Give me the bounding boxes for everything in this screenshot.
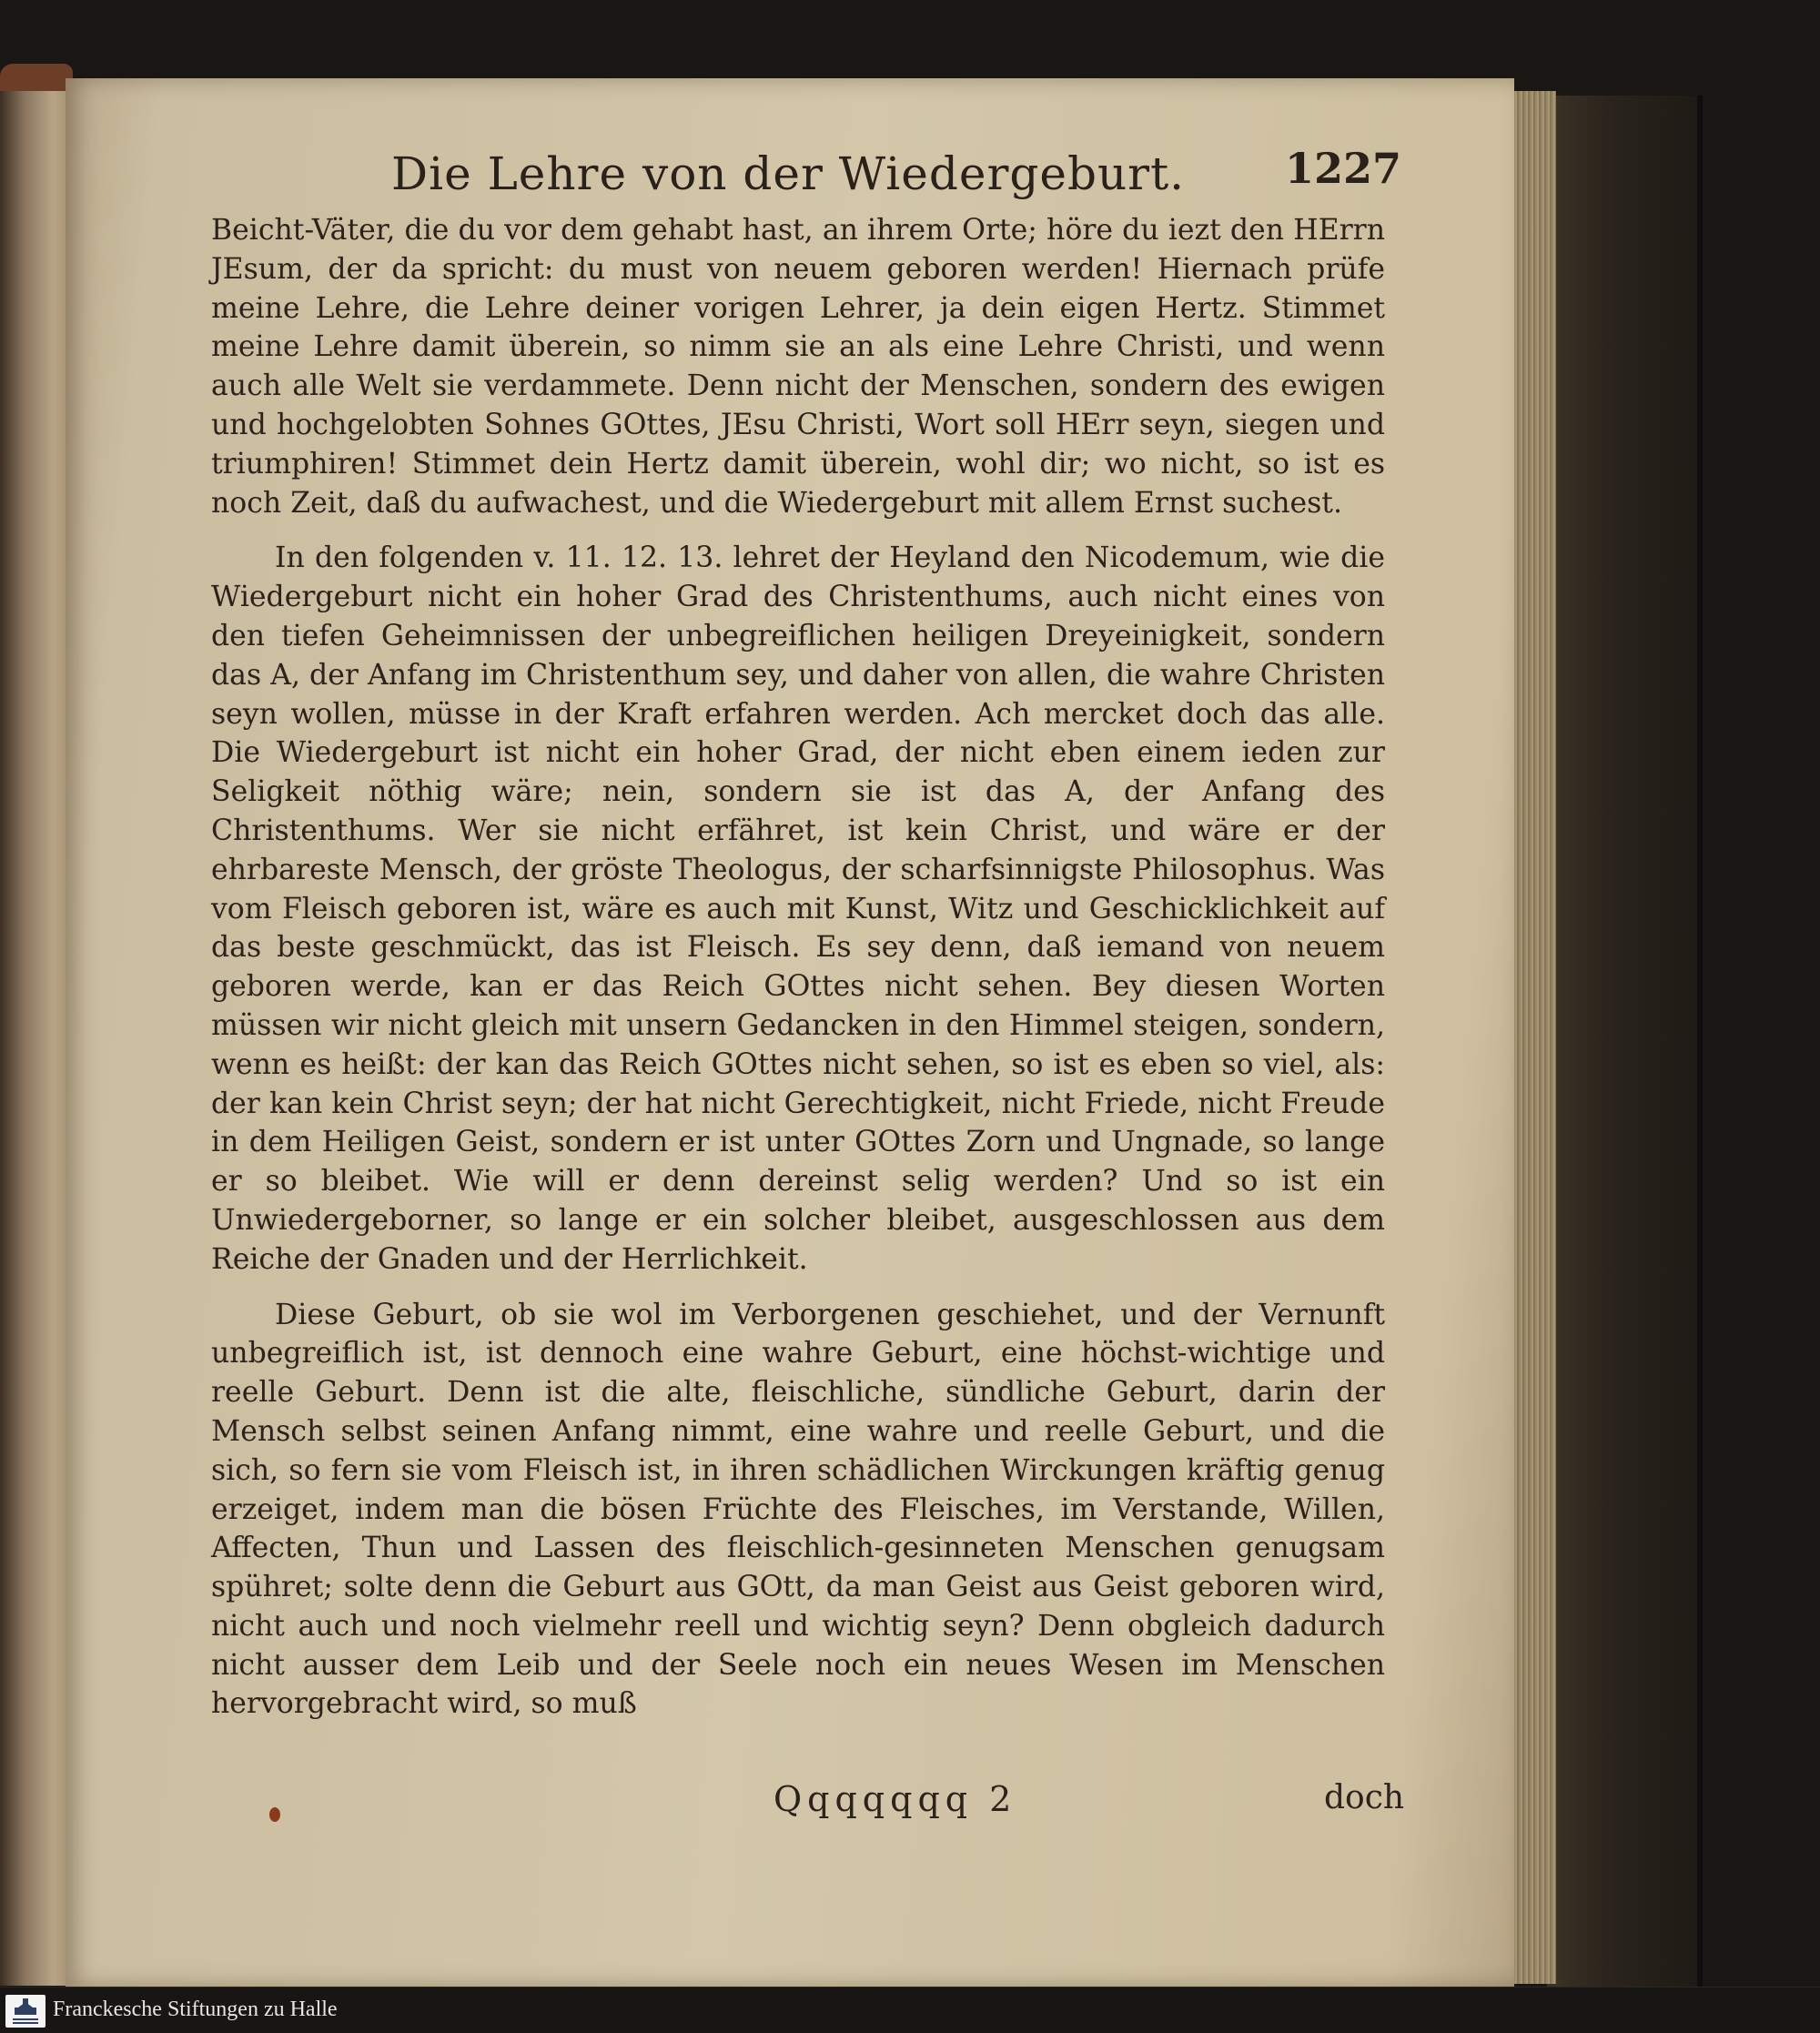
left-page-edge — [0, 75, 71, 1986]
paragraph-2: In den folgenden v. 11. 12. 13. lehret der Heyland den Nicodemum, wie die Wiedergeburt nicht ein hoher Grad des Christenthums, auch nicht eines von den tiefen Geheimnissen der unbegreiflichen heiligen Dreyeinigkeit, sondern das A, der Anfang im Christenthum sey, und daher von allen, die wahre Christen seyn wollen, müsse in der Kraft erfahren werden. Ach mercket doch das alle. Die Wiedergeburt ist nicht ein hoher Grad, der nicht eben einem ieden zur Seligkeit nöthig wäre; nein, sondern sie ist das A, der Anfang des Christenthums. Wer sie nicht erfähret, ist kein Christ, und wäre er der ehrbareste Mensch, der gröste Theologus, der scharfsinnigste Philosophus. Was vom Fleisch geboren ist, wäre es auch mit Kunst, Witz und Geschicklichkeit auf das beste geschmückt, das ist Fleisch. Es sey denn, daß iemand von neuem geboren werde, kan er das Reich GOttes nicht sehen. Bey diesen Worten müssen wir nicht gleich mit unsern Gedancken in den Himmel steigen, sondern, wenn es heißt: der kan das Reich GOttes nicht sehen, so ist es eben so viel, als: der kan kein Christ seyn; der hat nicht Gerechtigkeit, nicht Friede, nicht Freude in dem Heiligen Geist, sondern er ist unter GOttes Zorn und Ungnade, so lange er so bleibet. Wie will er denn dereinst selig werden? Und so ist ein Unwiedergeborner, so lange er ein solcher bleibet, ausgeschlossen aus dem Reiche der Gnaden und der Herrlichkeit. — [211, 541, 1385, 1276]
footer-bar — [0, 1987, 1820, 2033]
franckesche-stiftungen-logo-icon — [5, 1995, 46, 2028]
book-cover-edge — [1547, 96, 1703, 1987]
body-text — [211, 211, 1385, 1724]
page-number: 1227 — [1285, 144, 1402, 193]
footer-institution-name: Franckesche Stiftungen zu Halle — [53, 1998, 338, 2021]
catchword: doch — [1324, 1779, 1405, 1816]
signature-mark: Qqqqqqq 2 — [774, 1779, 1017, 1819]
paragraph-1: Beicht-Väter, die du vor dem gehabt hast, an ihrem Orte; höre du iezt den HErrn JEsum, der da spricht: du must von neuem geboren werden! Hiernach prüfe meine Lehre, die Lehre deiner vorigen Lehrer, ja dein eigen Hertz. Stimmet meine Lehre damit überein, so nimm sie an als eine Lehre Christi, und wenn auch alle Welt sie verdammete. Denn nicht der Menschen, sondern des ewigen und hochgelobten Sohnes GOttes, JEsu Christi, Wort soll HErr seyn, siegen und triumphiren! Stimmet dein Hertz damit überein, wohl dir; wo nicht, so ist es noch Zeit, daß du aufwachest, und die Wiedergeburt mit allem Ernst suchest. — [211, 214, 1385, 520]
left-binding-edge — [0, 64, 73, 91]
paragraph-3: Diese Geburt, ob sie wol im Verborgenen geschiehet, und der Vernunft unbegreiflich ist, ist dennoch eine wahre Geburt, eine höchst-wichtige und reelle Geburt. Denn ist die alte, fleischliche, sündliche Geburt, darin der Mensch selbst seinen Anfang nimmt, eine wahre und reelle Geburt, und die sich, so fern sie vom Fleisch ist, in ihren schädlichen Wirckungen kräftig genug erzeiget, indem man die bösen Früchte des Fleisches, im Verstande, Willen, Affecten, Thun und Lassen des fleischlich-gesinneten Menschen genugsam spühret; solte denn die Geburt aus GOtt, da man Geist aus Geist geboren wird, nicht auch und noch vielmehr reell und wichtig seyn? Denn obgleich dadurch nicht ausser dem Leib und der Seele noch ein neues Wesen im Menschen hervorgebracht wird, so muß — [211, 1298, 1385, 1721]
ink-stain — [269, 1807, 280, 1822]
running-head: Die Lehre von der Wiedergeburt. — [391, 147, 1186, 200]
